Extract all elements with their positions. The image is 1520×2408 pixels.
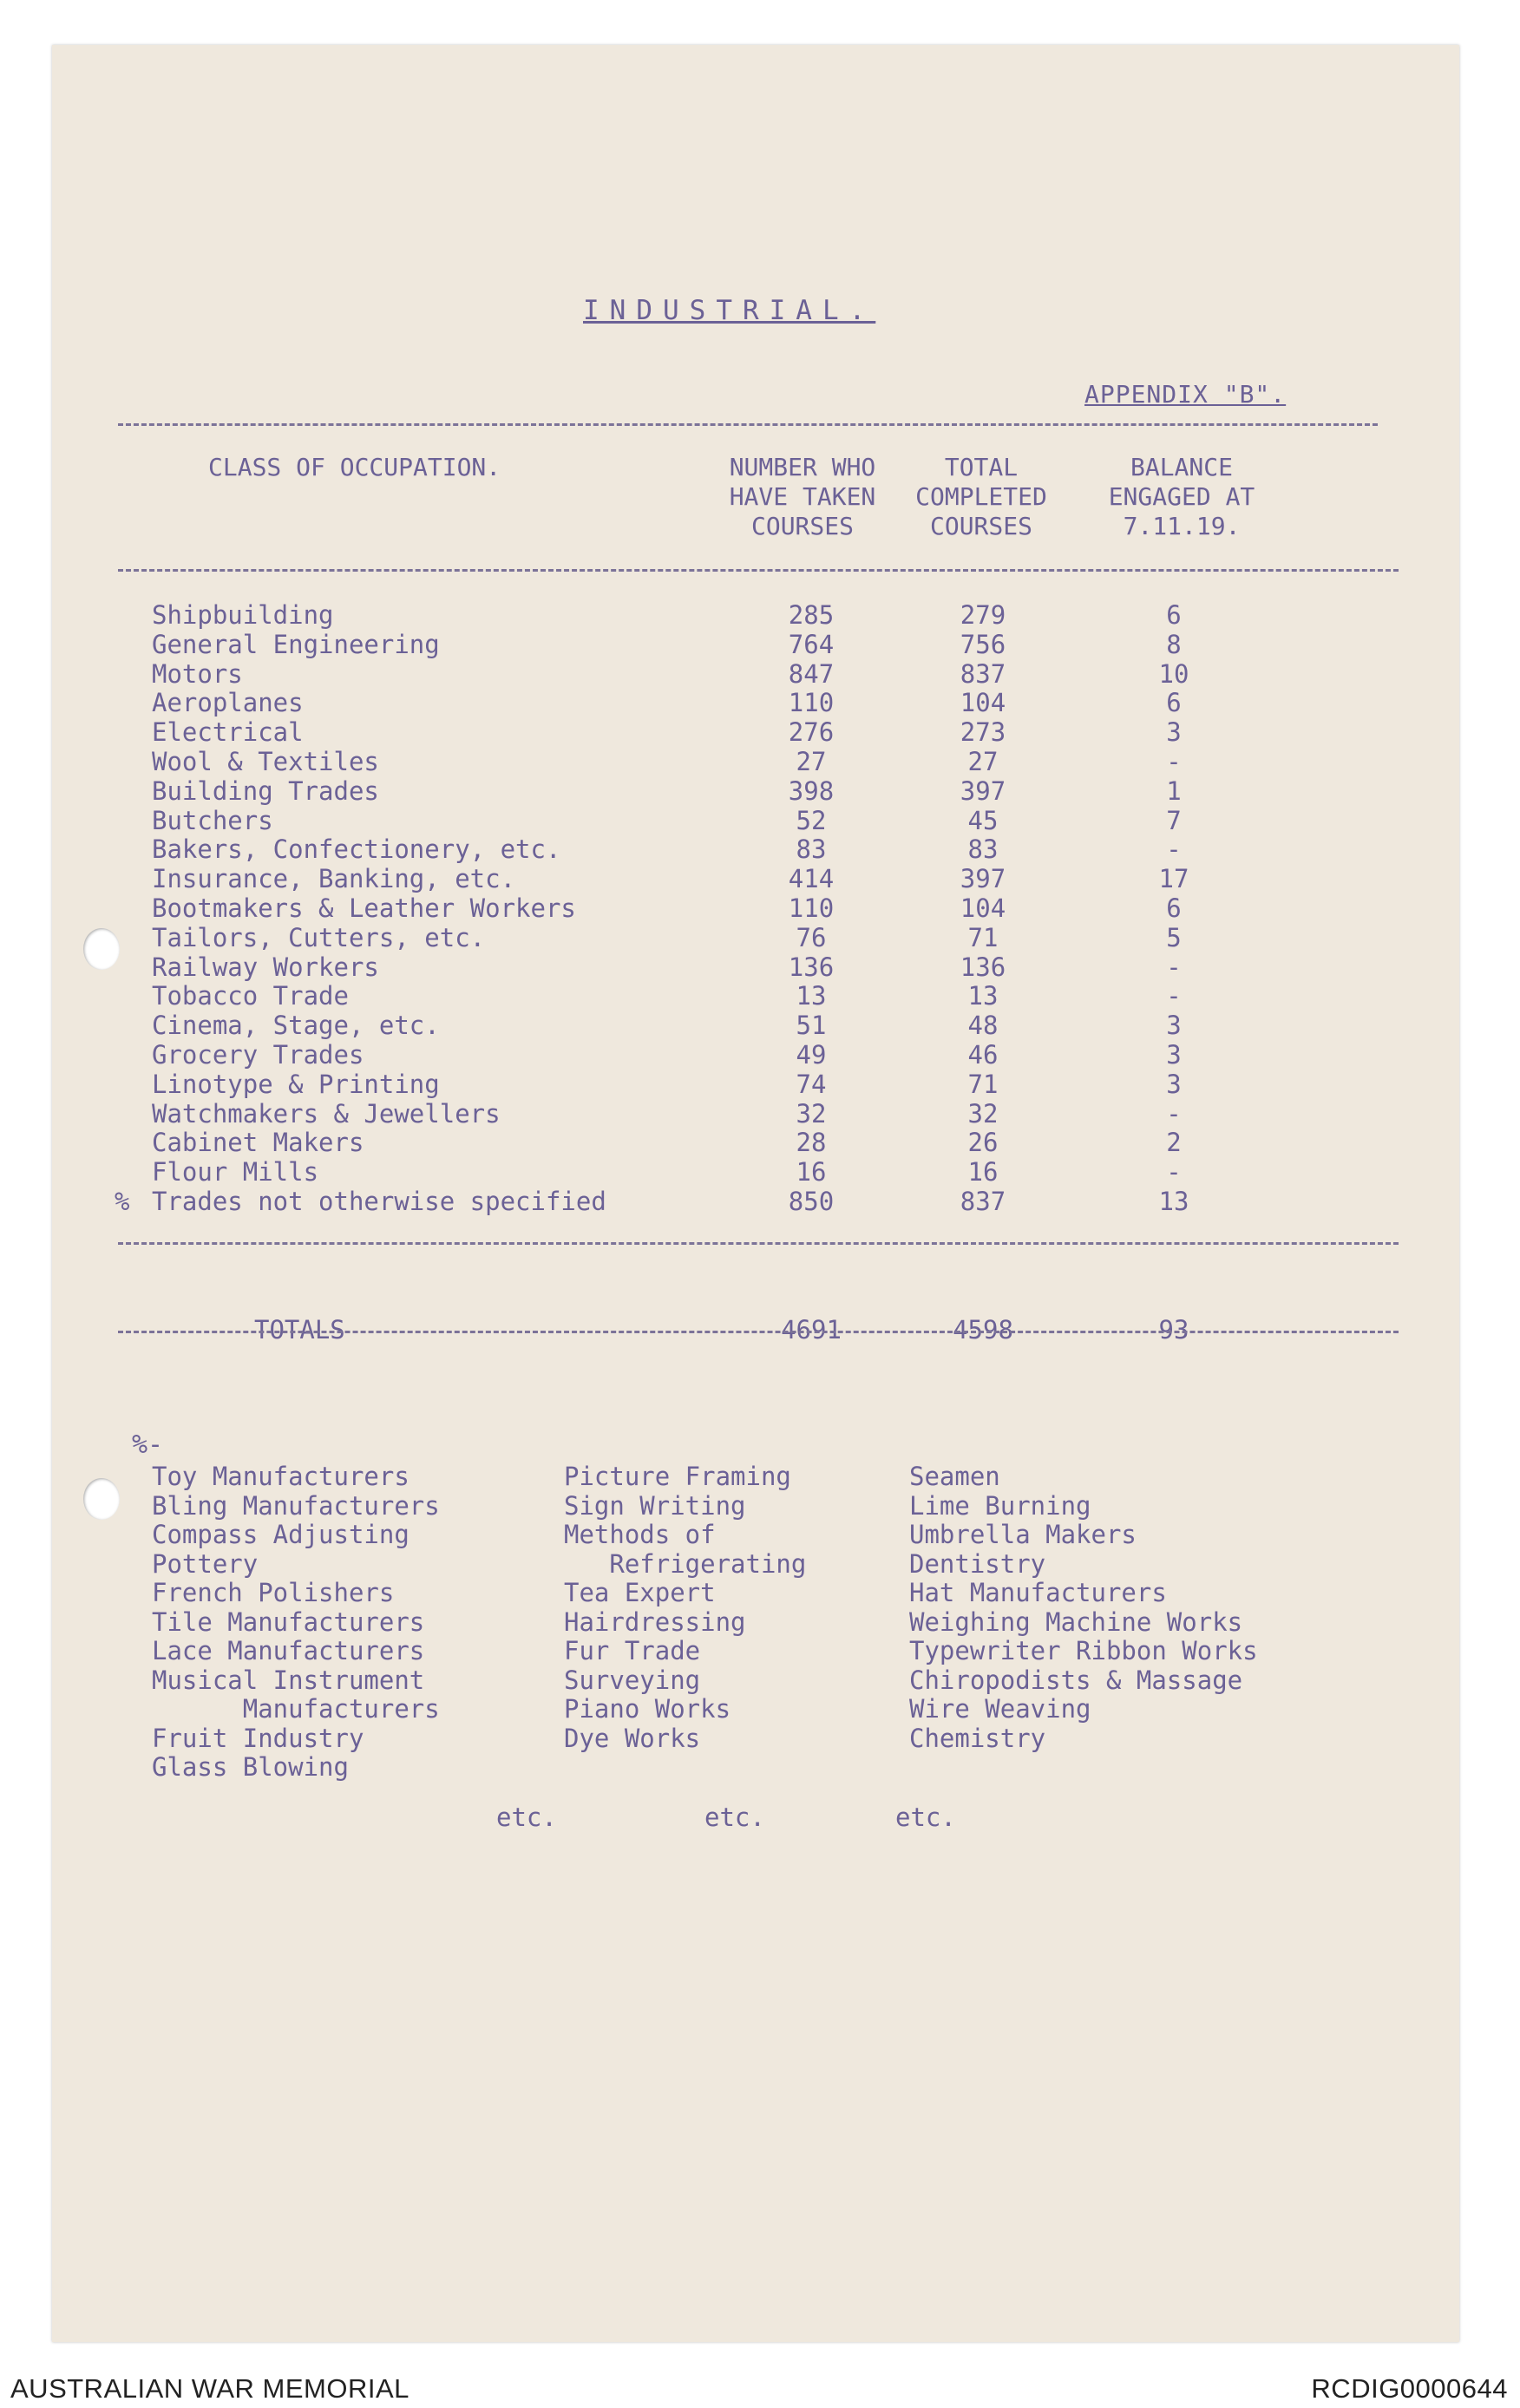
balance-cell: - <box>1166 981 1182 1011</box>
occupation-cell: Tailors, Cutters, etc. <box>152 922 486 952</box>
taken-cell: 764 <box>788 629 835 659</box>
table-row <box>52 806 1459 835</box>
occupation-cell: Grocery Trades <box>152 1040 364 1070</box>
header-rule-top <box>118 423 1378 426</box>
occupation-cell: Building Trades <box>152 775 379 806</box>
balance-cell: 3 <box>1166 1011 1182 1041</box>
taken-cell: 110 <box>788 688 835 718</box>
table-row <box>52 1070 1459 1099</box>
occupation-cell: Aeroplanes <box>152 688 304 718</box>
taken-cell: 16 <box>796 1157 827 1188</box>
footnote-trade: Chiropodists & Massage <box>909 1665 1243 1695</box>
taken-cell: 136 <box>788 952 835 982</box>
occupation-cell: Linotype & Printing <box>152 1069 440 1099</box>
footnote-trade: Pottery <box>152 1548 259 1579</box>
taken-cell: 74 <box>796 1069 827 1099</box>
taken-cell: 285 <box>788 600 835 630</box>
etc-1: etc. <box>496 1803 557 1832</box>
taken-cell: 850 <box>788 1187 835 1216</box>
taken-cell: 27 <box>796 747 827 776</box>
completed-cell: 397 <box>960 864 1006 894</box>
footnote-mark: %- <box>132 1430 164 1460</box>
completed-cell: 13 <box>967 981 999 1011</box>
table-row <box>52 923 1459 952</box>
balance-cell: - <box>1166 747 1182 776</box>
footnote-trade: French Polishers <box>152 1578 395 1607</box>
table-row <box>52 630 1459 659</box>
footnote-trade: Hairdressing <box>564 1606 746 1637</box>
completed-cell: 837 <box>960 1187 1006 1216</box>
taken-cell: 110 <box>788 893 835 923</box>
completed-cell: 32 <box>967 1098 999 1129</box>
completed-cell: 756 <box>960 629 1006 659</box>
table-row <box>52 1040 1459 1070</box>
occupation-cell: Motors <box>152 658 243 689</box>
totals-rule-bottom <box>118 1331 1399 1333</box>
occupation-cell: Flour Mills <box>152 1157 319 1188</box>
footnote-trade: Musical Instrument <box>152 1665 425 1695</box>
balance-cell: 17 <box>1158 864 1189 894</box>
occupation-cell: Insurance, Banking, etc. <box>152 864 516 894</box>
row-mark: % <box>115 1187 130 1216</box>
occupation-cell: Bakers, Confectionery, etc. <box>152 834 561 865</box>
footnote-trade: Dye Works <box>564 1723 701 1753</box>
header-rule-bottom <box>118 569 1399 572</box>
occupation-cell: Watchmakers & Jewellers <box>152 1098 501 1129</box>
footnote-trade: Piano Works <box>564 1694 731 1724</box>
footnote-trade: Toy Manufacturers <box>152 1462 409 1491</box>
document-title: INDUSTRIAL. <box>583 295 876 326</box>
footer-institution: AUSTRALIAN WAR MEMORIAL <box>10 2373 409 2404</box>
footnote-trade: Fruit Industry <box>152 1723 364 1753</box>
footnote-trade: Dentistry <box>909 1548 1046 1579</box>
footnote-trade: Picture Framing <box>564 1462 791 1491</box>
taken-cell: 52 <box>796 805 827 835</box>
table-row <box>52 834 1459 864</box>
balance-cell: 2 <box>1166 1128 1182 1158</box>
table-row <box>52 747 1459 776</box>
totals-taken: 4691 <box>781 1315 842 1345</box>
table-row <box>52 1157 1459 1187</box>
taken-cell: 83 <box>796 834 827 865</box>
taken-cell: 28 <box>796 1128 827 1158</box>
balance-cell: 3 <box>1166 717 1182 748</box>
table-row <box>52 776 1459 806</box>
completed-cell: 104 <box>960 893 1006 923</box>
completed-cell: 16 <box>967 1157 999 1188</box>
balance-cell: 7 <box>1166 805 1182 835</box>
table-row <box>52 1099 1459 1129</box>
footer-record-id: RCDIG0000644 <box>1311 2373 1508 2404</box>
punch-hole-bottom <box>83 1478 120 1520</box>
occupation-cell: Trades not otherwise specified <box>152 1187 606 1216</box>
occupation-cell: Tobacco Trade <box>152 981 349 1011</box>
table-row <box>52 600 1459 630</box>
footnote-trade: Chemistry <box>909 1723 1046 1753</box>
footnote-trade: Fur Trade <box>564 1636 701 1665</box>
footnote-trade: Typewriter Ribbon Works <box>909 1636 1258 1665</box>
completed-cell: 273 <box>960 717 1006 748</box>
taken-cell: 13 <box>796 981 827 1011</box>
completed-cell: 45 <box>967 805 999 835</box>
taken-cell: 76 <box>796 922 827 952</box>
table-row <box>52 1011 1459 1040</box>
occupation-cell: Railway Workers <box>152 952 379 982</box>
footnote-trade: Methods of <box>564 1520 716 1549</box>
completed-cell: 27 <box>967 747 999 776</box>
footnote-trade: Bling Manufacturers <box>152 1490 440 1521</box>
taken-cell: 414 <box>788 864 835 894</box>
footnote-trade: Tile Manufacturers <box>152 1606 425 1637</box>
balance-cell: - <box>1166 1157 1182 1188</box>
footnote-trade: Seamen <box>909 1462 1000 1491</box>
totals-label: TOTALS <box>254 1315 345 1345</box>
document-page <box>52 45 1459 2342</box>
totals-rule-top <box>118 1242 1399 1245</box>
balance-cell: 5 <box>1166 922 1182 952</box>
appendix-label: APPENDIX "B". <box>1084 380 1287 409</box>
table-row <box>52 659 1459 689</box>
completed-cell: 136 <box>960 952 1006 982</box>
taken-cell: 32 <box>796 1098 827 1129</box>
table-row <box>52 981 1459 1011</box>
footnote-trade: Refrigerating <box>564 1548 807 1579</box>
etc-3: etc. <box>895 1803 956 1832</box>
taken-cell: 51 <box>796 1011 827 1041</box>
footnote-trade: Sign Writing <box>564 1490 746 1521</box>
occupation-cell: Electrical <box>152 717 304 748</box>
balance-cell: - <box>1166 952 1182 982</box>
occupation-cell: Shipbuilding <box>152 600 334 630</box>
taken-cell: 847 <box>788 658 835 689</box>
completed-cell: 83 <box>967 834 999 865</box>
footnote-trade: Manufacturers <box>152 1694 440 1724</box>
taken-cell: 398 <box>788 775 835 806</box>
completed-cell: 26 <box>967 1128 999 1158</box>
footnote-trade: Wire Weaving <box>909 1694 1091 1724</box>
balance-cell: 8 <box>1166 629 1182 659</box>
header-completed: TOTAL COMPLETED COURSES <box>915 453 1047 540</box>
occupation-cell: Bootmakers & Leather Workers <box>152 893 576 923</box>
balance-cell: 6 <box>1166 600 1182 630</box>
occupation-cell: Wool & Textiles <box>152 747 379 776</box>
balance-cell: 10 <box>1158 658 1189 689</box>
occupation-cell: Butchers <box>152 805 273 835</box>
footnote-column-2 <box>564 1462 806 1753</box>
completed-cell: 46 <box>967 1040 999 1070</box>
footnote-trade: Umbrella Makers <box>909 1520 1137 1549</box>
balance-cell: 1 <box>1166 775 1182 806</box>
taken-cell: 276 <box>788 717 835 748</box>
completed-cell: 48 <box>967 1011 999 1041</box>
footnote-trade: Glass Blowing <box>152 1752 349 1782</box>
table-row <box>52 1187 1459 1216</box>
balance-cell: - <box>1166 834 1182 865</box>
totals-completed: 4598 <box>953 1315 1013 1345</box>
balance-cell: 13 <box>1158 1187 1189 1216</box>
balance-cell: - <box>1166 1098 1182 1129</box>
footnote-column-1 <box>152 1462 440 1783</box>
table-row <box>52 893 1459 923</box>
footnote-trade: Lace Manufacturers <box>152 1636 425 1665</box>
completed-cell: 397 <box>960 775 1006 806</box>
completed-cell: 104 <box>960 688 1006 718</box>
occupation-cell: Cinema, Stage, etc. <box>152 1011 440 1041</box>
balance-cell: 3 <box>1166 1040 1182 1070</box>
completed-cell: 837 <box>960 658 1006 689</box>
balance-cell: 3 <box>1166 1069 1182 1099</box>
header-balance: BALANCE ENGAGED AT 7.11.19. <box>1108 453 1255 540</box>
footnote-trade: Surveying <box>564 1665 701 1695</box>
etc-2: etc. <box>704 1803 765 1832</box>
table-row <box>52 717 1459 747</box>
completed-cell: 279 <box>960 600 1006 630</box>
footnote-trade: Tea Expert <box>564 1578 716 1607</box>
footnote-trade: Compass Adjusting <box>152 1520 409 1549</box>
table-row <box>52 864 1459 893</box>
taken-cell: 49 <box>796 1040 827 1070</box>
footnote-column-3 <box>909 1462 1258 1753</box>
occupation-cell: General Engineering <box>152 629 440 659</box>
footnote-trade: Weighing Machine Works <box>909 1606 1243 1637</box>
table-row <box>52 952 1459 982</box>
occupation-cell: Cabinet Makers <box>152 1128 364 1158</box>
totals-balance: 93 <box>1158 1315 1189 1345</box>
header-taken: NUMBER WHO HAVE TAKEN COURSES <box>729 453 876 540</box>
balance-cell: 6 <box>1166 688 1182 718</box>
table-row <box>52 688 1459 717</box>
balance-cell: 6 <box>1166 893 1182 923</box>
footnote-trade: Lime Burning <box>909 1490 1091 1521</box>
header-occupation: CLASS OF OCCUPATION. <box>208 453 501 481</box>
table-row <box>52 1128 1459 1157</box>
completed-cell: 71 <box>967 922 999 952</box>
footnote-trade: Hat Manufacturers <box>909 1578 1167 1607</box>
completed-cell: 71 <box>967 1069 999 1099</box>
